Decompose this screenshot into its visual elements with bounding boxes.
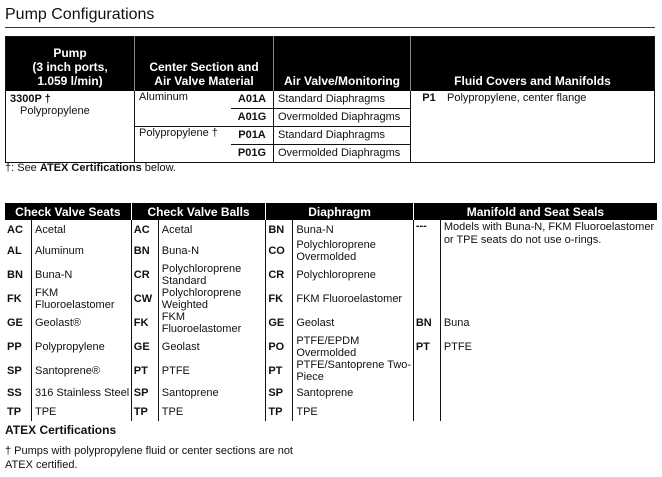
component-code: SP: [7, 365, 22, 377]
header-center-line1: Center Section and: [149, 59, 259, 74]
atex-note: † Pumps with polypropylene fluid or center sections are not ATEX certified.: [5, 445, 293, 471]
pump-code: 3300P †: [10, 92, 51, 105]
pump-configurations-table: [5, 36, 655, 163]
component-code: PT: [133, 365, 148, 377]
seal-desc: Models with Buna-N, FKM Fluoroelastomer or TPE seats do not use o-rings.: [440, 220, 657, 311]
component-desc: Acetal: [158, 220, 266, 239]
component-desc: Polychloroprene Weighted: [158, 287, 266, 311]
component-code: CO: [268, 245, 285, 257]
component-code: GE: [268, 317, 285, 329]
material-polypropylene: Polypropylene †: [135, 126, 232, 162]
component-desc: Polypropylene: [32, 335, 132, 359]
component-desc: Buna-N: [32, 263, 132, 287]
footnote-prefix: †: See: [5, 162, 40, 174]
seal-empty: [440, 402, 657, 421]
component-code: AC: [7, 223, 23, 236]
material-aluminum: Aluminum: [135, 91, 232, 127]
component-code: SP: [268, 386, 284, 399]
component-code: GE: [7, 317, 23, 329]
header-pump-line1: Pump: [53, 45, 87, 60]
component-desc: FKM Fluoroelastomer: [32, 287, 132, 311]
component-code: CW: [133, 293, 153, 305]
component-desc: Santoprene: [293, 383, 413, 402]
component-desc: Buna-N: [158, 239, 266, 263]
code-a01g: A01G: [231, 108, 274, 126]
component-desc: Acetal: [32, 220, 132, 239]
seal-code: PT: [415, 341, 430, 353]
seal-empty: [413, 359, 440, 383]
header-manifold-seat-seals: Manifold and Seat Seals: [413, 203, 657, 220]
component-desc: Geolast: [158, 335, 266, 359]
table-row: [5, 402, 657, 421]
fluid-desc: Polypropylene, center flange: [447, 91, 587, 104]
component-desc: TPE: [158, 402, 266, 421]
page-title: Pump Configurations: [5, 6, 155, 23]
header-center-line2: Air Valve Material: [154, 73, 254, 88]
table-row: [5, 359, 657, 383]
component-code: FK: [7, 293, 22, 305]
seal-desc: PTFE: [440, 335, 657, 359]
component-desc: Geolast: [293, 311, 413, 335]
header-pump-line2: (3 inch ports,: [32, 59, 108, 74]
seal-code: ---: [415, 220, 427, 232]
seal-empty: [413, 402, 440, 421]
header-diaphragm: Diaphragm: [266, 203, 413, 220]
table-row: [5, 220, 657, 239]
header-check-valve-balls: Check Valve Balls: [131, 203, 266, 220]
component-desc: TPE: [293, 402, 413, 421]
desc-a01a: Standard Diaphragms: [274, 91, 411, 109]
component-desc: Polychloroprene Standard: [158, 263, 266, 287]
component-desc: TPE: [32, 402, 132, 421]
component-code: AC: [133, 223, 150, 236]
header-fluid-covers: Fluid Covers and Manifolds: [411, 37, 655, 91]
atex-title: ATEX Certifications: [5, 423, 117, 437]
footnote-bold: ATEX Certifications: [39, 162, 142, 174]
component-code: SP: [133, 386, 149, 399]
pump-desc: Polypropylene: [20, 104, 90, 117]
component-desc: FKM Fluoroelastomer: [158, 311, 266, 335]
component-desc: 316 Stainless Steel: [32, 383, 132, 402]
seal-code: BN: [415, 317, 432, 329]
header-pump: [6, 37, 135, 91]
seal-empty: [440, 383, 657, 402]
component-code: CR: [268, 269, 285, 281]
code-a01a: A01A: [237, 93, 267, 105]
component-code: BN: [268, 223, 285, 236]
component-desc: Geolast®: [32, 311, 132, 335]
components-table: [5, 203, 657, 421]
seal-empty: [413, 383, 440, 402]
component-code: TP: [133, 405, 148, 418]
component-code: GE: [133, 341, 150, 353]
component-code: SS: [7, 386, 22, 399]
component-code: PT: [268, 365, 283, 377]
table-row: [5, 311, 657, 335]
code-p01a: P01A: [231, 126, 274, 144]
component-desc: PTFE/Santoprene Two-Piece: [293, 359, 413, 383]
component-desc: Polychloroprene: [293, 263, 413, 287]
fluid-code: P1: [411, 91, 448, 163]
component-code: BN: [7, 269, 23, 281]
desc-a01g: Overmolded Diaphragms: [274, 108, 411, 126]
component-code: TP: [7, 405, 22, 418]
footnote-suffix: below.: [141, 162, 176, 174]
component-desc: Buna-N: [293, 220, 413, 239]
seal-empty: [440, 359, 657, 383]
pump-cell: [6, 91, 135, 163]
component-code: PO: [268, 341, 285, 353]
seal-desc: Buna: [440, 311, 657, 335]
component-desc: PTFE: [158, 359, 266, 383]
title-rule: [5, 27, 655, 28]
header-air-valve: Air Valve/Monitoring: [274, 37, 411, 91]
code-p01g: P01G: [231, 144, 274, 162]
header-pump-line3: 1.059 l/min): [37, 73, 103, 88]
component-code: PP: [7, 341, 22, 353]
component-code: TP: [268, 405, 283, 418]
table-row: [5, 335, 657, 359]
component-desc: Aluminum: [32, 239, 132, 263]
table-row: [5, 383, 657, 402]
header-check-valve-seats: Check Valve Seats: [5, 203, 131, 220]
component-code: AL: [7, 245, 22, 257]
atex-footnote: [5, 162, 176, 174]
component-code: CR: [133, 269, 150, 281]
component-desc: Santoprene: [158, 383, 266, 402]
component-desc: Polychloroprene Overmolded: [293, 239, 413, 263]
component-desc: FKM Fluoroelastomer: [293, 287, 413, 311]
component-desc: Santoprene®: [32, 359, 132, 383]
desc-p01a: Standard Diaphragms: [274, 126, 411, 144]
header-center-section: [135, 37, 274, 91]
component-code: BN: [133, 245, 150, 257]
component-code: FK: [268, 293, 284, 305]
component-desc: PTFE/EPDM Overmolded: [293, 335, 413, 359]
desc-p01g: Overmolded Diaphragms: [274, 144, 411, 162]
component-code: FK: [133, 317, 149, 329]
